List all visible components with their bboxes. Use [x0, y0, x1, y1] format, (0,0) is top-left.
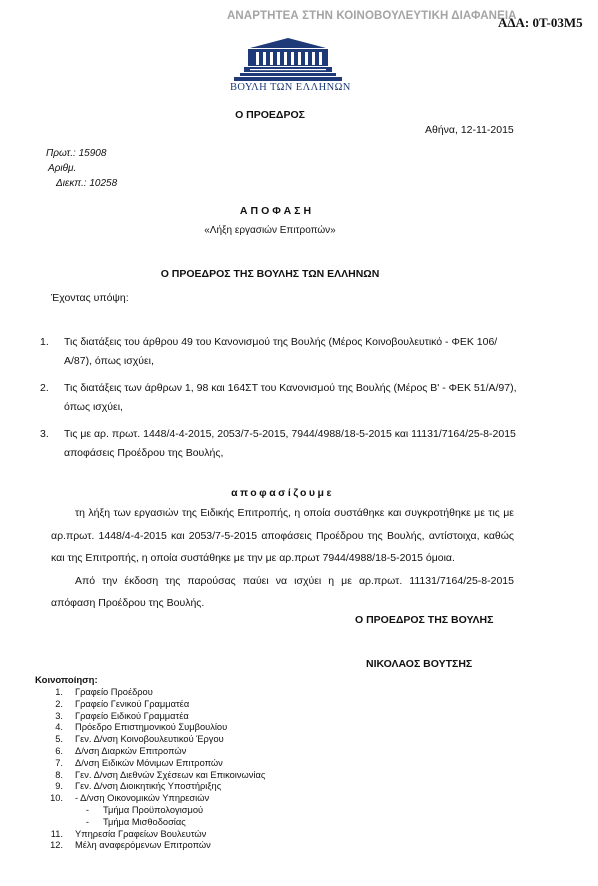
notify-list [35, 687, 265, 852]
list-item-number: 12. [50, 840, 63, 851]
list-item-text: Τις με αρ. πρωτ. 1448/4-4-2015, 2053/7-5-2015, 7944/4988/18-5-2015 και 11131/7164/25-8-2015 αποφάσεις Προέδρου της Βουλής, [64, 428, 516, 459]
list-item-text: Γεν. Δ/νση Κοινοβουλευτικού Έργου [75, 734, 224, 745]
list-item [35, 699, 265, 711]
authority-heading: Ο ΠΡΟΕΔΡΟΣ ΤΗΣ ΒΟΥΛΗΣ ΤΩΝ ΕΛΛΗΝΩΝ [160, 268, 380, 280]
list-item [35, 687, 265, 699]
list-item [35, 711, 265, 723]
list-item [40, 333, 520, 371]
notify-label: Κοινοποίηση: [35, 675, 98, 686]
list-subitem [35, 805, 265, 817]
signature-title: Ο ΠΡΟΕΔΡΟΣ ΤΗΣ ΒΟΥΛΗΣ [355, 614, 494, 626]
list-item-text: Γραφείο Γενικού Γραμματέα [75, 698, 190, 709]
protocol-number: Πρωτ.: 15908 [46, 148, 107, 159]
list-item [35, 793, 265, 805]
list-item-number: 3. [40, 428, 49, 440]
list-item-number: 8. [55, 769, 63, 780]
list-item-number: 1. [55, 687, 63, 697]
transparency-label: ΑΝΑΡΤΗΤΕΑ ΣΤΗΝ ΚΟΙΝΟΒΟΥΛΕΥΤΙΚΗ ΔΙΑΦΑΝΕΙΑ [227, 10, 517, 22]
list-item [35, 840, 265, 852]
list-item-text: Γραφείο Προέδρου [75, 687, 153, 697]
list-item-text: Γεν. Δ/νση Διοικητικής Υποστήριξης [75, 781, 222, 792]
list-subitem [35, 817, 265, 829]
list-subitem-dash: - [85, 816, 89, 827]
president-title: Ο ΠΡΟΕΔΡΟΣ [235, 109, 305, 121]
list-item [35, 781, 265, 793]
list-item-text: Γεν. Δ/νση Διεθνών Σχέσεων και Επικοινωνίας [75, 769, 266, 780]
decision-title: ΑΠΟΦΑΣΗ [239, 205, 315, 217]
list-item-number: 3. [55, 710, 63, 721]
decision-body [51, 502, 514, 615]
decision-paragraph: Από την έκδοση της παρούσας παύει να ισχύει η με αρ.πρωτ. 11131/7164/25-8-2015 απόφαση Προέδρου της Βουλής. [51, 574, 514, 609]
list-subitem-text: Τμήμα Μισθοδοσίας [103, 816, 186, 827]
list-subitem-dash: - [85, 804, 89, 815]
list-item-number: 1. [40, 336, 49, 348]
signature-name: ΝΙΚΟΛΑΟΣ ΒΟΥΤΣΗΣ [366, 658, 473, 670]
list-item [35, 829, 265, 841]
list-item-text: Υπηρεσία Γραφείων Βουλευτών [75, 828, 207, 839]
list-item-text: Πρόεδρο Επιστημονικού Συμβουλίου [75, 722, 228, 733]
list-item-number: 2. [55, 698, 63, 709]
list-item [35, 746, 265, 758]
list-item-text: Γραφείο Ειδικού Γραμματέα [75, 710, 189, 721]
decision-paragraph: τη λήξη των εργασιών της Ειδικής Επιτροπής, η οποία συστάθηκε και συγκροτήθηκε με τις με αρ.πρωτ. 1448/4-4-2015 και 2053/7-5-2015 αποφάσεις Προέδρου της Βουλής, αντίστοιχα, καθώς και της Επιτροπής, η οποία συστάθηκε με την με αρ.πρωτ 7944/4988/18-5-2015 όμοια. [51, 507, 514, 564]
list-item-number: 9. [55, 781, 63, 792]
parliament-name: ΒΟΥΛΗ ΤΩΝ ΕΛΛΗΝΩΝ [230, 82, 351, 93]
considerations-list [40, 333, 520, 471]
list-item [35, 734, 265, 746]
decide-heading: αποφασίζουμε [231, 487, 334, 499]
having-regard-label: Έχοντας υπόψη: [51, 292, 129, 304]
list-subitem-text: Τμήμα Προϋπολογισμού [103, 804, 204, 815]
list-item-text: Μέλη αναφερόμενων Επιτροπών [75, 840, 211, 851]
diekp-number: Διεκπ.: 10258 [56, 178, 118, 189]
list-item [35, 770, 265, 782]
arith-label: Αριθμ. [48, 163, 77, 174]
list-item-number: 10. [50, 793, 63, 804]
protocol-block [46, 146, 117, 191]
ada-code: ΑΔΑ: 0Τ-03Μ5 [498, 15, 583, 30]
decision-subject: «Λήξη εργασιών Επιτροπών» [204, 225, 336, 236]
list-item-number: 2. [40, 382, 49, 394]
list-item-text: Τις διατάξεις του άρθρου 49 του Κανονισμού της Βουλής (Μέρος Κοινοβουλευτικό - ΦΕΚ 106/Α/87), όπως ισχύει, [64, 336, 498, 367]
list-item-text: - Δ/νση Οικονομικών Υπηρεσιών [75, 793, 210, 804]
list-item-number: 5. [55, 734, 63, 745]
list-item-text: Δ/νση Ειδικών Μόνιμων Επιτροπών [75, 757, 223, 768]
date-line: Αθήνα, 12-11-2015 [425, 124, 514, 136]
list-item [35, 758, 265, 770]
list-item-number: 4. [55, 722, 63, 733]
list-item-text: Τις διατάξεις των άρθρων 1, 98 και 164ΣΤ του Κανονισμού της Βουλής (Μέρος Β' - ΦΕΚ 51/Α/97), όπως ισχύει, [64, 382, 517, 413]
list-item-text: Δ/νση Διαρκών Επιτροπών [75, 745, 187, 756]
list-item [35, 722, 265, 734]
parliament-emblem-icon [230, 33, 346, 83]
list-item [40, 379, 520, 417]
list-item-number: 7. [55, 757, 63, 768]
list-item-number: 11. [50, 828, 63, 839]
list-item-number: 6. [55, 745, 63, 756]
list-item [40, 425, 520, 463]
